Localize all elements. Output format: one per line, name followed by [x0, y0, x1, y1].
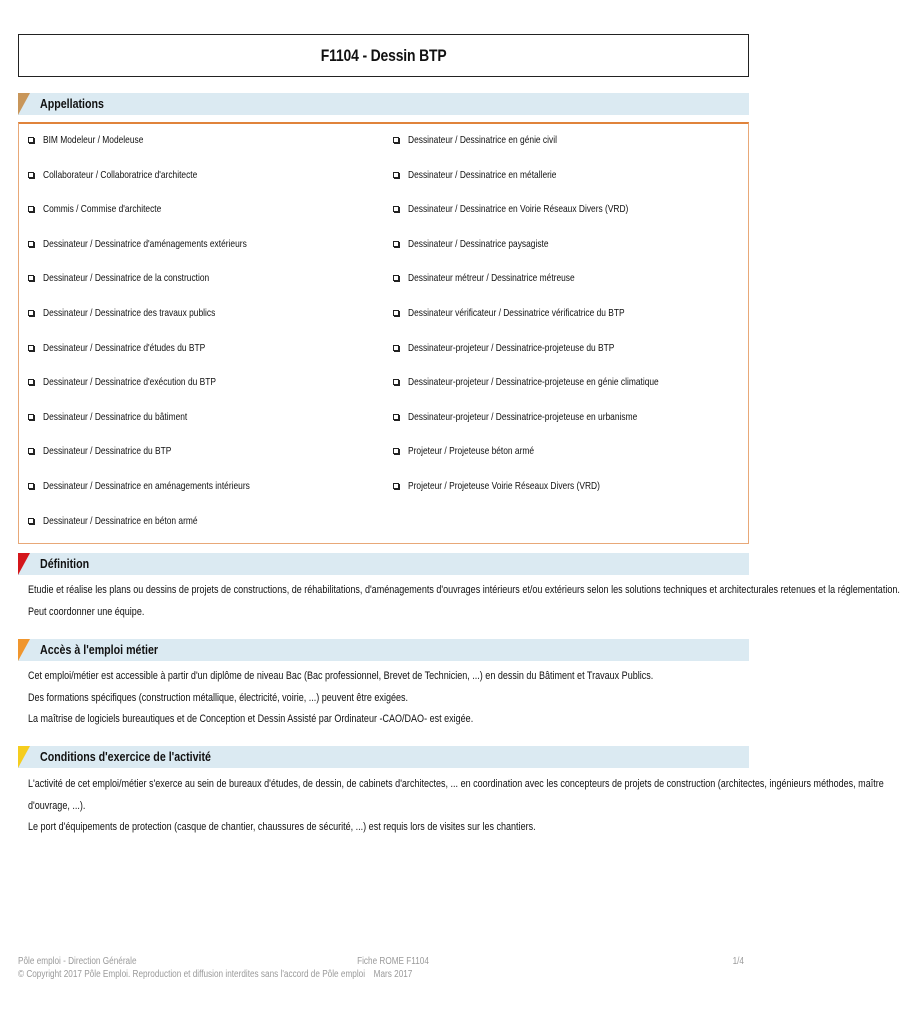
definition-text	[28, 580, 900, 623]
appellation-label: Dessinateur / Dessinatrice d'études du BTP	[43, 342, 206, 354]
section-title-definition: Définition	[40, 556, 90, 571]
appellation-item	[28, 168, 236, 182]
appellation-item	[28, 375, 259, 389]
appellation-label: Projeteur / Projeteuse Voirie Réseaux Divers (VRD)	[408, 480, 600, 492]
appellation-label: Dessinateur / Dessinatrice en Voirie Réseaux Divers (VRD)	[408, 203, 629, 215]
appellation-label: Dessinateur-projeteur / Dessinatrice-projeteuse en urbanisme	[408, 411, 638, 423]
checkbox-bullet-icon	[28, 137, 34, 143]
footer-fiche: Fiche ROME F1104	[357, 956, 429, 967]
appellation-item	[28, 341, 246, 355]
appellation-label: Dessinateur / Dessinatrice du bâtiment	[43, 411, 188, 423]
appellation-item	[28, 133, 168, 147]
appellation-item	[393, 202, 683, 216]
footer-page-number: 1/4	[732, 956, 744, 967]
appellation-label: Dessinateur / Dessinatrice paysagiste	[408, 238, 549, 250]
section-header-definition	[18, 553, 749, 575]
footer-date: Mars 2017	[373, 969, 413, 980]
checkbox-bullet-icon	[28, 448, 34, 454]
appellation-item	[28, 479, 302, 493]
section-flag-icon	[18, 639, 30, 661]
appellation-label: Dessinateur / Dessinatrice en métallerie	[408, 169, 557, 181]
section-title-conditions: Conditions d'exercice de l'activité	[40, 749, 211, 764]
checkbox-bullet-icon	[393, 206, 399, 212]
appellation-item	[393, 271, 616, 285]
checkbox-bullet-icon	[28, 345, 34, 351]
appellation-label: Projeteur / Projeteuse béton armé	[408, 445, 535, 457]
appellation-label: Dessinateur-projeteur / Dessinatrice-projeteuse du BTP	[408, 342, 615, 354]
appellation-item	[393, 133, 594, 147]
acces-line: Cet emploi/métier est accessible à partir d'un diplôme de niveau Bac (Bac professionnel, Brevet de Technicien, ...) en dessin du Bâtiment et Travaux Publics.	[28, 670, 654, 682]
checkbox-bullet-icon	[393, 379, 399, 385]
appellation-label: Dessinateur / Dessinatrice des travaux publics	[43, 307, 216, 319]
definition-line: Etudie et réalise les plans ou dessins de projets de constructions, de réhabilitations, d'aménagements d'ouvrages intérieurs et/ou extérieurs selon les solutions techniques et architecturales retenues et la réglementation.	[28, 584, 900, 596]
appellation-label: Dessinateur / Dessinatrice en génie civil	[408, 134, 557, 146]
checkbox-bullet-icon	[28, 518, 34, 524]
footer-center	[333, 955, 453, 981]
acces-line: Des formations spécifiques (construction métallique, électricité, voirie, ...) peuvent être exigées.	[28, 691, 409, 704]
appellation-item	[393, 237, 584, 251]
appellation-item	[28, 271, 251, 285]
footer-org: Pôle emploi - Direction Générale	[18, 956, 137, 967]
checkbox-bullet-icon	[28, 172, 34, 178]
conditions-line: L'activité de cet emploi/métier s'exerce au sein de bureaux d'études, de dessin, de cabinets d'architectes, ... en coordination avec les concepteurs de projets de construction (architectes, ingénieurs méthodes, maître	[28, 778, 884, 790]
checkbox-bullet-icon	[28, 414, 34, 420]
appellation-label: Dessinateur / Dessinatrice d'exécution du BTP	[43, 376, 216, 388]
section-title-acces: Accès à l'emploi métier	[40, 642, 159, 657]
appellation-label: Collaborateur / Collaboratrice d'architecte	[43, 169, 198, 181]
checkbox-bullet-icon	[28, 483, 34, 489]
checkbox-bullet-icon	[393, 137, 399, 143]
checkbox-bullet-icon	[28, 206, 34, 212]
appellation-label: Dessinateur-projeteur / Dessinatrice-projeteuse en génie climatique	[408, 376, 659, 388]
checkbox-bullet-icon	[393, 172, 399, 178]
checkbox-bullet-icon	[393, 275, 399, 281]
appellation-label: Dessinateur / Dessinatrice d'aménagements extérieurs	[43, 238, 247, 250]
conditions-text	[28, 774, 884, 839]
conditions-line: Le port d'équipements de protection (casque de chantier, chaussures de sécurité, ...) est requis lors de visites sur les chantiers.	[28, 821, 536, 833]
acces-text	[28, 666, 748, 731]
checkbox-bullet-icon	[393, 448, 399, 454]
checkbox-bullet-icon	[28, 275, 34, 281]
checkbox-bullet-icon	[393, 310, 399, 316]
footer-right	[704, 955, 744, 968]
appellation-label: Dessinateur / Dessinatrice en aménagements intérieurs	[43, 480, 250, 492]
appellation-label: BIM Modeleur / Modeleuse	[43, 134, 144, 146]
appellation-item	[393, 479, 648, 493]
footer-copyright: © Copyright 2017 Pôle Emploi. Reproduction et diffusion interdites sans l'accord de Pôle emploi	[18, 969, 366, 980]
title-box	[18, 34, 749, 77]
appellation-item	[393, 375, 721, 389]
page-title: F1104 - Dessin BTP	[320, 45, 447, 65]
checkbox-bullet-icon	[28, 379, 34, 385]
conditions-line: d'ouvrage, ...).	[28, 799, 86, 812]
checkbox-bullet-icon	[28, 310, 34, 316]
appellation-item	[28, 306, 258, 320]
appellation-label: Dessinateur / Dessinatrice du BTP	[43, 445, 172, 457]
appellation-label: Dessinateur / Dessinatrice de la construction	[43, 272, 210, 284]
appellation-item	[393, 168, 594, 182]
section-header-appellations	[18, 93, 749, 115]
acces-line: La maîtrise de logiciels bureautiques et de Conception et Dessin Assisté par Ordinateur -CAO/DAO- est exigée.	[28, 713, 474, 725]
appellation-item	[28, 444, 203, 458]
appellation-item	[393, 444, 566, 458]
checkbox-bullet-icon	[393, 345, 399, 351]
appellations-list	[18, 122, 749, 544]
appellation-label: Dessinateur vérificateur / Dessinatrice vérificatrice du BTP	[408, 307, 625, 319]
checkbox-bullet-icon	[28, 241, 34, 247]
appellation-item	[393, 341, 666, 355]
checkbox-bullet-icon	[393, 414, 399, 420]
appellation-item	[28, 237, 298, 251]
section-flag-icon	[18, 746, 30, 768]
checkbox-bullet-icon	[393, 241, 399, 247]
appellation-item	[28, 410, 223, 424]
appellation-label: Commis / Commise d'architecte	[43, 203, 162, 215]
section-header-acces	[18, 639, 749, 661]
appellation-item	[393, 306, 679, 320]
section-title-appellations: Appellations	[40, 96, 104, 111]
appellation-label: Dessinateur / Dessinatrice en béton armé	[43, 515, 198, 527]
section-header-conditions	[18, 746, 749, 768]
appellation-item	[28, 202, 191, 216]
checkbox-bullet-icon	[393, 483, 399, 489]
appellation-label: Dessinateur métreur / Dessinatrice métreuse	[408, 272, 575, 284]
appellation-item	[28, 514, 236, 528]
section-flag-icon	[18, 553, 30, 575]
definition-line: Peut coordonner une équipe.	[28, 605, 145, 618]
appellation-item	[393, 410, 695, 424]
section-flag-icon	[18, 93, 30, 115]
